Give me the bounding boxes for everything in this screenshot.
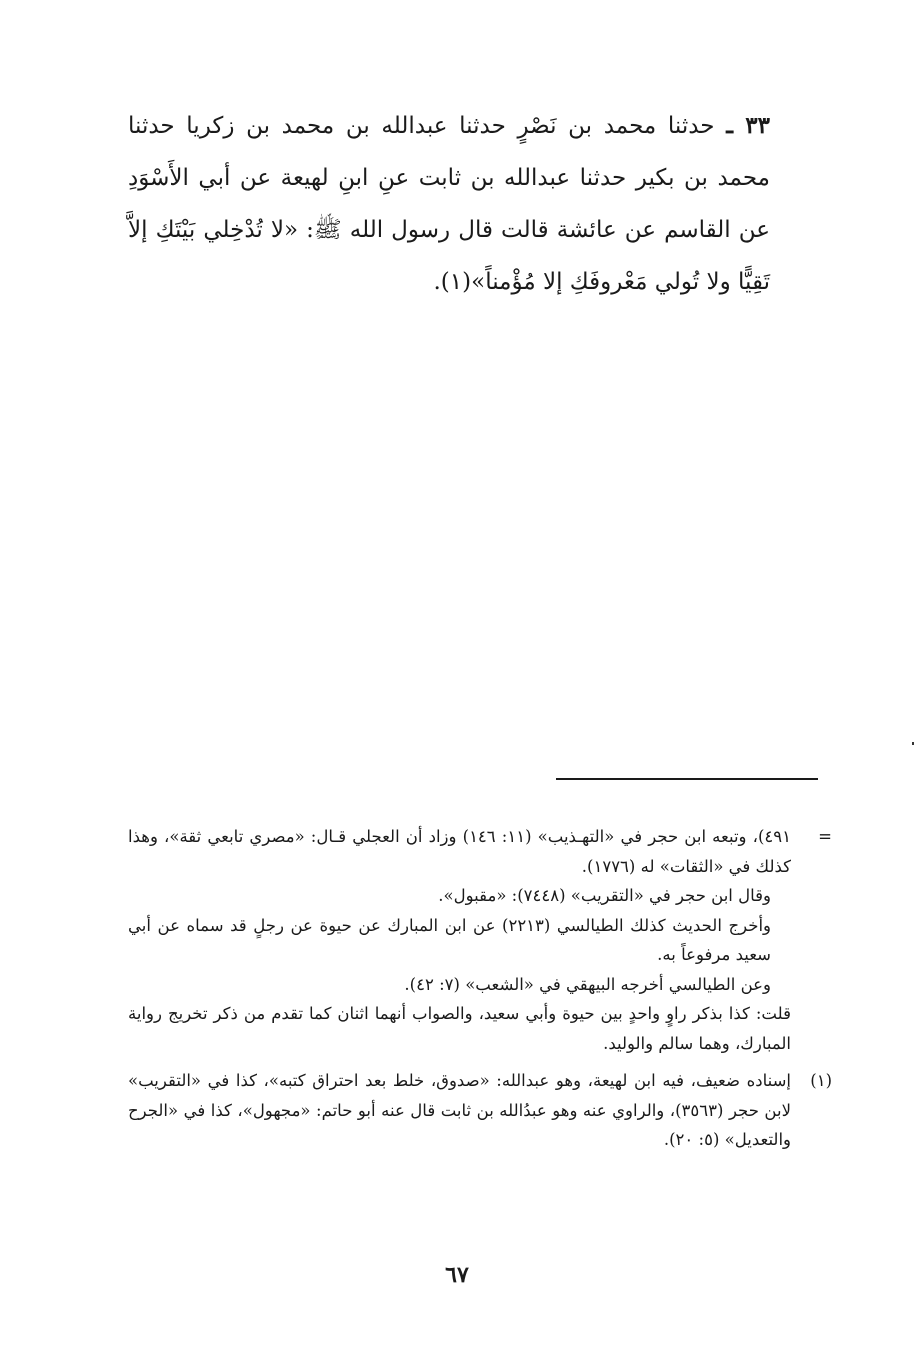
hadith-paragraph xyxy=(128,100,770,308)
footnote-line: ٤٩١)، وتبعه ابن حجر في «التهـذيب» (١١: ١٤٦) وزاد أن العجلي قـال: «مصري تابعي ثقة»، وهذا كذلك في «الثقات» له (١٧٧٦). xyxy=(128,827,791,876)
footnotes xyxy=(128,822,836,1155)
footnote-separator xyxy=(556,778,818,780)
hadith-number: ٣٣ ـ xyxy=(726,112,770,139)
footnote-1-marker: (١) xyxy=(810,1071,832,1090)
hadith-body xyxy=(128,100,770,308)
page-number: ٦٧ xyxy=(445,1262,469,1288)
footnote-continuation xyxy=(128,822,836,1058)
footnote-line: وأخرج الحديث كذلك الطيالسي (٢٢١٣) عن ابن المبارك عن حيوة عن رجلٍ قد سماه عن أبي سعيد مرفوعاً به. xyxy=(128,915,771,964)
footnote-line: وقال ابن حجر في «التقريب» (٧٤٤٨): «مقبول». xyxy=(438,886,771,905)
hadith-text: حدثنا محمد بن نَصْرٍ حدثنا عبدالله بن محمد بن زكريا حدثنا محمد بن بكير حدثنا عبدالله بن ثابت عنِ ابنِ لهيعة عن أبي الأَسْوَدِ عن القاسم عن عائشة قالت قال رسول الله ﷺ: «لا تُدْخِلي بَيْتَكِ إلاَّ تَقِيًّا ولا تُولي مَعْروفَكِ إلا مُؤْمناً»(١). xyxy=(128,113,770,295)
continuation-marker: = xyxy=(818,827,832,846)
footnote-line: قلت: كذا بذكر راوٍ واحدٍ بين حيوة وأبي سعيد، والصواب أنهما اثنان كما تقدم من ذكر تخريج رواية المبارك، وهما سالم والوليد. xyxy=(128,1004,791,1053)
footnote-1-text: إسناده ضعيف، فيه ابن لهيعة، وهو عبدالله: «صدوق، خلط بعد احتراق كتبه»، كذا في «التقريب» لابن حجر (٣٥٦٣)، والراوي عنه وهو عبدُالله بن ثابت قال عنه أبو حاتم: «مجهول»، كذا في «الجرح والتعديل» (٥: ٢٠). xyxy=(128,1071,791,1149)
footnote-line: وعن الطيالسي أخرجه البيهقي في «الشعب» (٧: ٤٢). xyxy=(404,974,771,994)
footnote-1 xyxy=(128,1066,836,1155)
